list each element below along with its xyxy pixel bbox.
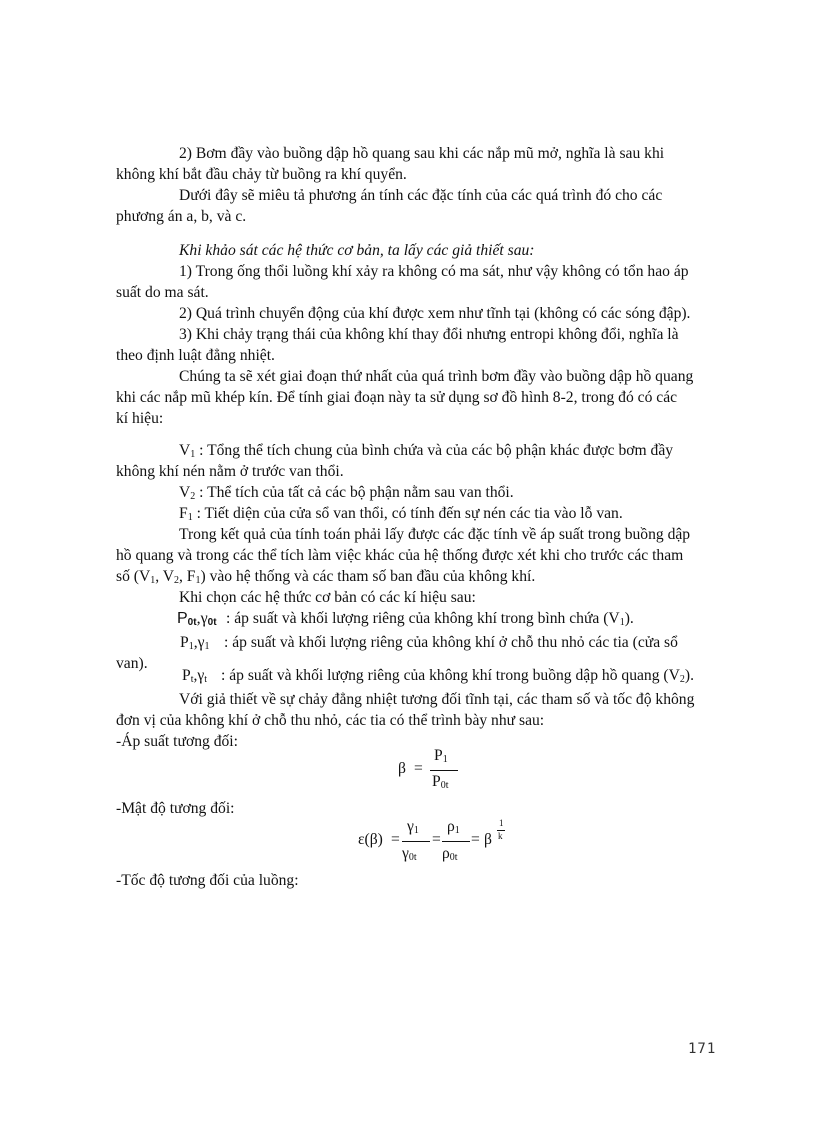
exponent-denominator: k [498, 831, 503, 841]
paragraph-text: 1) Trong ống thổi luồng khí xảy ra không có ma sát, như vậy không có tổn hao áp [179, 263, 689, 280]
paragraph-text: 3) Khi chảy trạng thái của không khí thay đổi nhưng entropi không đổi, nghĩa là [179, 326, 679, 343]
symbol-subscript: 0t [187, 617, 197, 628]
fraction-bar [442, 841, 470, 842]
symbol: P [432, 773, 441, 790]
exponent-numerator: 1 [499, 818, 504, 828]
definition-text: : Tổng thể tích chung của bình chứa và của các bộ phận khác được bơm đầy [195, 442, 674, 459]
symbol-beta: β [484, 831, 492, 848]
symbol-subscript: 1 [188, 641, 194, 652]
symbol-subscript: 1 [619, 617, 625, 628]
text-fragment: số (V [116, 568, 151, 585]
symbol: P [180, 634, 189, 651]
paragraph-text: 2) Bơm đầy vào buồng dập hồ quang sau khi các nắp mũ mở, nghĩa là sau khi [179, 145, 665, 162]
symbol-subscript: 0t [408, 852, 417, 863]
symbol: ρ [447, 818, 455, 835]
text-fragment: ). [684, 667, 694, 684]
definition-text: : Thể tích của tất cả các bộ phận nằm sau van thổi. [195, 484, 514, 501]
symbol: P [177, 610, 188, 627]
paragraph-text: van). [116, 655, 148, 672]
paragraph-text [116, 566, 535, 587]
symbol-subscript: 2 [190, 491, 196, 502]
symbol-p0t [177, 608, 217, 629]
symbol: P [182, 667, 191, 684]
paragraph-text: kí hiệu: [116, 410, 164, 427]
fraction-bar [402, 841, 430, 842]
fraction-denominator [442, 845, 458, 863]
paragraph-text: không khí bắt đầu chảy từ buồng ra khí quyển. [116, 166, 407, 183]
paragraph-text: suất do ma sát. [116, 284, 209, 301]
symbol-subscript: 1 [442, 754, 448, 765]
symbol-epsilon: ε(β) [358, 831, 383, 848]
text-fragment: : áp suất và khối lượng riêng của không khí trong bình chứa (V [226, 610, 620, 627]
text-fragment: ). [624, 610, 634, 627]
definition-f1 [179, 503, 623, 524]
paragraph-text: không khí nén nằm ở trước van thổi. [116, 463, 344, 480]
symbol: γ [402, 845, 409, 862]
symbol-subscript: 0t [440, 780, 449, 791]
equals-sign: = [414, 760, 423, 777]
symbol-subscript: 2 [679, 674, 685, 685]
page-number: 171 [688, 1041, 717, 1057]
symbol: ,γ [196, 610, 208, 627]
equals-sign: = [432, 831, 441, 848]
definition-text [221, 665, 694, 686]
symbol-pt [182, 665, 207, 686]
symbol-subscript: t [190, 674, 194, 685]
definition-v2 [179, 482, 514, 503]
paragraph-text: khi các nắp mũ khép kín. Để tính giai đoạn này ta sử dụng sơ đồ hình 8-2, trong đó có các [116, 389, 678, 406]
symbol-subscript: 1 [204, 641, 210, 652]
text-fragment: , F [179, 568, 196, 585]
text-fragment: : áp suất và khối lượng riêng của không khí trong buồng dập hồ quang (V [221, 667, 680, 684]
fraction-denominator [402, 845, 417, 863]
symbol: ,γ [193, 667, 205, 684]
paragraph-text: theo định luật đẳng nhiệt. [116, 347, 275, 364]
equals-sign: = [391, 831, 400, 848]
paragraph-text: phương án a, b, và c. [116, 208, 247, 225]
definition-text: : Tiết diện của cửa sổ van thổi, có tính đến sự nén các tia vào lỗ van. [192, 505, 623, 522]
symbol-subscript: 1 [190, 449, 196, 460]
definition-text [226, 608, 634, 629]
text-fragment: , V [155, 568, 174, 585]
symbol: F [179, 505, 188, 522]
symbol-subscript: 1 [150, 575, 156, 586]
equals-sign: = [471, 831, 480, 848]
symbol: V [179, 484, 191, 501]
definition-text: : áp suất và khối lượng riêng của không khí ở chỗ thu nhỏ các tia (cửa sổ [224, 634, 678, 651]
section-label: -Mật độ tương đối: [116, 800, 235, 817]
fraction-numerator [447, 818, 460, 836]
fraction-numerator [407, 818, 419, 836]
symbol-subscript: 1 [187, 512, 193, 523]
fraction-denominator [432, 773, 448, 791]
fraction-bar [430, 770, 458, 771]
paragraph-text: Dưới đây sẽ miêu tả phương án tính các đặc tính của các quá trình đó cho các [179, 187, 663, 204]
section-label: -Áp suất tương đối: [116, 733, 238, 750]
fraction-numerator [434, 747, 448, 765]
symbol-subscript: 0t [207, 617, 217, 628]
paragraph-text: Khi chọn các hệ thức cơ bản có các kí hiệu sau: [179, 589, 476, 606]
paragraph-text: hồ quang và trong các thể tích làm việc khác của hệ thống được xét khi cho trước các tham [116, 547, 684, 564]
symbol: V [179, 442, 191, 459]
symbol-beta: β [398, 760, 406, 777]
symbol-subscript: 1 [413, 825, 419, 836]
text-fragment: ) vào hệ thống và các tham số ban đầu của không khí. [200, 568, 536, 585]
paragraph-text: Trong kết quả của tính toán phải lấy được các đặc tính về áp suất trong buồng dập [179, 526, 691, 543]
symbol: ,γ [193, 634, 205, 651]
symbol-subscript: 0t [449, 852, 458, 863]
paragraph-text: Chúng ta sẽ xét giai đoạn thứ nhất của quá trình bơm đầy vào buồng dập hồ quang [179, 368, 694, 385]
italic-heading: Khi khảo sát các hệ thức cơ bản, ta lấy các giả thiết sau: [179, 242, 535, 259]
paragraph-text: 2) Quá trình chuyển động của khí được xem như tĩnh tại (không có các sóng đập). [179, 305, 691, 322]
section-label: -Tốc độ tương đối của luồng: [116, 872, 299, 889]
symbol-subscript: 1 [195, 575, 201, 586]
symbol: ρ [442, 845, 450, 862]
symbol-subscript: 1 [454, 825, 460, 836]
symbol-subscript: t [204, 674, 208, 685]
paragraph-text: Với giả thiết về sự chảy đẳng nhiệt tương đối tĩnh tại, các tham số và tốc độ không [179, 691, 695, 708]
paragraph-text: đơn vị của không khí ở chỗ thu nhỏ, các tia có thể trình bày như sau: [116, 712, 545, 729]
symbol-subscript: 2 [174, 575, 179, 586]
definition-v1 [179, 440, 673, 461]
symbol: γ [407, 818, 414, 835]
symbol-p1 [180, 632, 209, 653]
symbol: P [434, 747, 443, 764]
